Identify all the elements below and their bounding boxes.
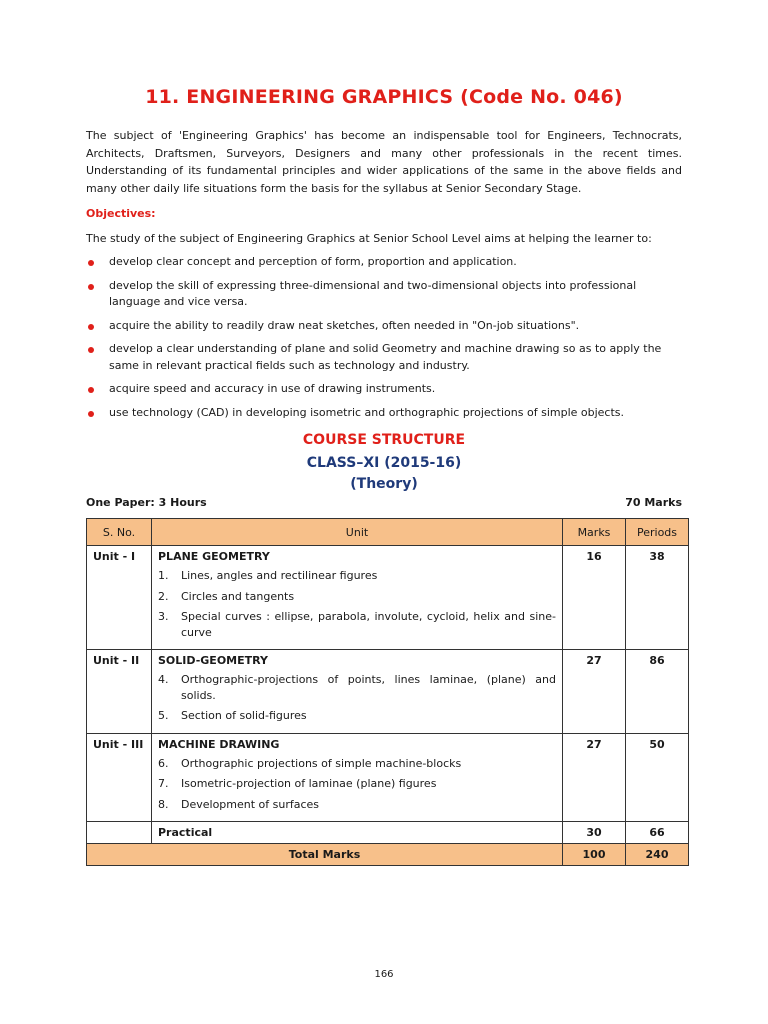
- unit-name: MACHINE DRAWING: [158, 737, 280, 751]
- objectives-list: [86, 254, 686, 428]
- table-row: [87, 733, 689, 822]
- course-table: [86, 518, 689, 866]
- topic-item: 4. Orthographic-projections of points, lines laminae, (plane) and solids.: [158, 673, 556, 702]
- page-title: 11. ENGINEERING GRAPHICS (Code No. 046): [145, 86, 623, 108]
- objective-item: develop a clear understanding of plane and solid Geometry and machine drawing so as to apply the same in relevant practical fields such as technology and industry.: [86, 341, 686, 374]
- total-label: Total Marks: [87, 844, 563, 866]
- topic-item: 8. Development of surfaces: [158, 797, 320, 811]
- topic-item: 7. Isometric-projection of laminae (plane) figures: [158, 777, 437, 790]
- total-marks: 100: [563, 844, 626, 866]
- header-sno: S. No.: [87, 519, 152, 546]
- table-row-practical: [87, 822, 689, 844]
- topic-item: 2. Circles and tangents: [158, 589, 295, 603]
- header-unit: Unit: [152, 519, 563, 546]
- objective-item: acquire the ability to readily draw neat sketches, often needed in "On-job situations".: [86, 318, 686, 335]
- unit-sno: Unit - II: [87, 650, 152, 734]
- bullet-icon: [88, 260, 94, 266]
- practical-sno: [87, 822, 152, 844]
- theory-heading: (Theory): [350, 476, 418, 492]
- table-row-total: [87, 844, 689, 866]
- intro-paragraph: The subject of 'Engineering Graphics' has become an indispensable tool for Engineers, Technocrats, Architects, Draftsmen, Surveyors, Designers and many other professionals in the recent times. Understanding of its fundamental principles and wider applications of the same in the above fields and many other daily life situations form the basis for the syllabus at Senior Secondary Stage.: [86, 129, 682, 195]
- topic-item: 6. Orthographic projections of simple machine-blocks: [158, 756, 462, 770]
- unit-sno: Unit - III: [87, 733, 152, 822]
- unit-name: PLANE GEOMETRY: [158, 550, 270, 563]
- header-periods: Periods: [626, 519, 689, 546]
- unit-marks: 16: [563, 546, 626, 650]
- objective-item: develop the skill of expressing three-dimensional and two-dimensional objects into professional language and vice versa.: [86, 278, 686, 311]
- objectives-heading: Objectives:: [86, 207, 156, 220]
- page-number: 166: [374, 969, 394, 980]
- objective-item: use technology (CAD) in developing isometric and orthographic projections of simple objects.: [86, 405, 686, 422]
- objective-item: develop clear concept and perception of form, proportion and application.: [86, 254, 686, 271]
- class-heading: CLASS–XI (2015-16): [306, 455, 462, 471]
- objectives-lead: The study of the subject of Engineering Graphics at Senior School Level aims at helping the learner to:: [86, 232, 652, 245]
- table-row: [87, 650, 689, 734]
- unit-marks: 27: [563, 650, 626, 734]
- unit-sno: Unit - I: [87, 546, 152, 650]
- bullet-icon: [88, 284, 94, 290]
- unit-periods: 86: [626, 650, 689, 734]
- table-header-row: [87, 519, 689, 546]
- unit-periods: 50: [626, 733, 689, 822]
- unit-content: [152, 650, 563, 734]
- topic-item: 1. Lines, angles and rectilinear figures: [158, 569, 378, 582]
- bullet-icon: [88, 347, 94, 353]
- unit-content: [152, 733, 563, 822]
- course-structure-heading: COURSE STRUCTURE: [302, 432, 466, 448]
- objective-item: acquire speed and accuracy in use of drawing instruments.: [86, 381, 686, 398]
- unit-marks: 27: [563, 733, 626, 822]
- bullet-icon: [88, 387, 94, 393]
- unit-content: [152, 546, 563, 650]
- unit-name: SOLID-GEOMETRY: [158, 654, 268, 667]
- paper-duration: One Paper: 3 Hours: [86, 496, 207, 509]
- practical-label: Practical: [152, 822, 563, 844]
- topic-item: 3. Special curves : ellipse, parabola, involute, cycloid, helix and sine-curve: [158, 610, 556, 639]
- bullet-icon: [88, 324, 94, 330]
- total-periods: 240: [626, 844, 689, 866]
- paper-info: [86, 496, 682, 509]
- practical-marks: 30: [563, 822, 626, 844]
- bullet-icon: [88, 411, 94, 417]
- header-marks: Marks: [563, 519, 626, 546]
- unit-periods: 38: [626, 546, 689, 650]
- paper-marks: 70 Marks: [625, 496, 682, 509]
- practical-periods: 66: [626, 822, 689, 844]
- table-row: [87, 546, 689, 650]
- topic-item: 5. Section of solid-figures: [158, 709, 307, 722]
